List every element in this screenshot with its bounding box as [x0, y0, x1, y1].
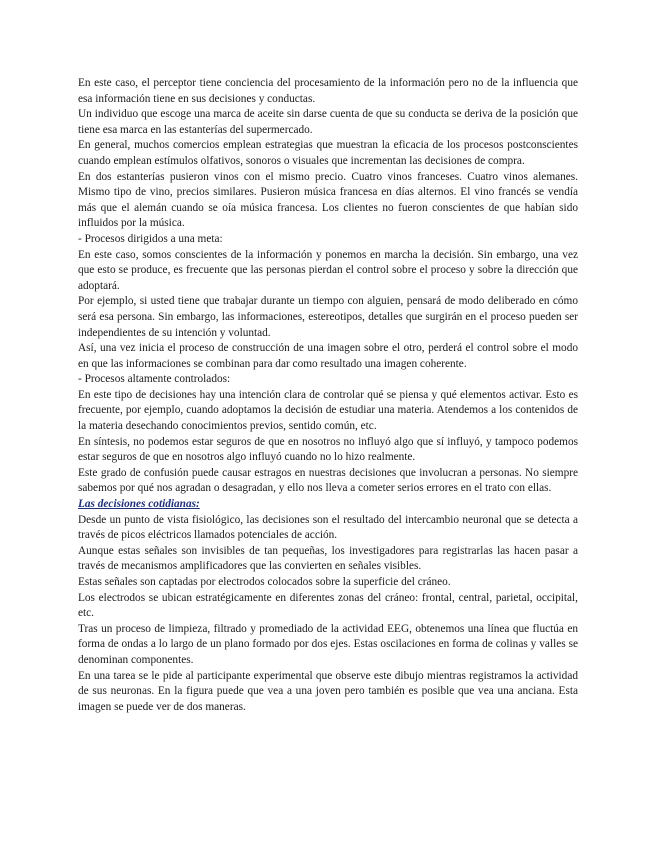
paragraph: Aunque estas señales son invisibles de tan pequeñas, los investigadores para registrarlas las hacen pasar a través de mecanismos amplificadores que las convierten en señales visibles. [78, 544, 578, 573]
paragraph: Estas señales son captadas por electrodos colocados sobre la superficie del cráneo. [78, 576, 451, 588]
paragraph: Un individuo que escoge una marca de aceite sin darse cuenta de que su conducta se deriva de la posición que tiene esa marca en las estanterías del supermercado. [78, 108, 578, 136]
paragraph: En este caso, somos conscientes de la información y ponemos en marcha la decisión. Sin embargo, una vez que esto se produce, es frecuente que las personas pierdan el control sobre el proceso y sobre la dirección que adoptará. [78, 248, 578, 292]
paragraph: En dos estanterías pusieron vinos con el mismo precio. Cuatro vinos franceses. Cuatro vinos alemanes. Mismo tipo de vino, precios similares. Pusieron música francesa en días alternos. El vino francés se vendía más que el alemán cuando se oía música francesa. Los clientes no fueron conscientes de que habían sido influidos por la música. [78, 170, 578, 230]
paragraph: Por ejemplo, si usted tiene que trabajar durante un tiempo con alguien, pensará de modo deliberado en cómo será esa persona. Sin embargo, las informaciones, estereotipos, detalles que surgirán en el proceso pueden ser independientes de su intención y voluntad. [78, 295, 578, 339]
paragraph: Desde un punto de vista fisiológico, las decisiones son el resultado del intercambio neuronal que se detecta a través de picos eléctricos llamados potenciales de acción. [78, 513, 578, 542]
paragraph: Tras un proceso de limpieza, filtrado y promediado de la actividad EEG, obtenemos una línea que fluctúa en forma de ondas a lo largo de un plano formado por dos ejes. Estas oscilaciones en forma de colinas y valles se denominan componentes. [78, 622, 578, 666]
list-heading-controlled-processes: - Procesos altamente controlados: [78, 373, 231, 386]
paragraph: En síntesis, no podemos estar seguros de que en nosotros no influyó algo que sí influyó, y tampoco podemos estar seguros de que en nosotros algo influyó cuando no lo hizo realmente. [78, 435, 578, 464]
list-heading-goal-processes: - Procesos dirigidos a una meta: [78, 232, 223, 245]
paragraph: En general, muchos comercios emplean estrategias que muestran la eficacia de los procesos postconscientes cuando emplean estímulos olfativos, sonoros o visuales que incrementan las decisiones de compra. [78, 139, 578, 167]
section-heading: Las decisiones cotidianas: [78, 498, 200, 511]
paragraph: En una tarea se le pide al participante experimental que observe este dibujo mientras registramos la actividad de sus neuronas. En la figura puede que vea a una joven pero también es posible que vea una anciana. Esta imagen se puede ver de dos maneras. [78, 669, 578, 713]
paragraph: Así, una vez inicia el proceso de construcción de una imagen sobre el otro, perderá el control sobre el modo en que las informaciones se combinan para dar como resultado una imagen coherente. [78, 342, 578, 370]
paragraph: En este tipo de decisiones hay una intención clara de controlar qué se piensa y qué elementos activar. Esto es frecuente, por ejemplo, cuando adoptamos la decisión de estudiar una materia. Atendemos a los contenidos de la materia desechando conocimientos previos, sentido común, etc. [78, 388, 578, 433]
paragraph: Este grado de confusión puede causar estragos en nuestras decisiones que involucran a personas. No siempre sabemos por qué nos agradan o desagradan, y ello nos lleva a cometer serios errores en el trato con ellas. [78, 466, 578, 495]
document-page [78, 76, 578, 715]
paragraph: En este caso, el perceptor tiene conciencia del procesamiento de la información pero no de la influencia que esa información tiene en sus decisiones y conductas. [78, 77, 578, 105]
paragraph: Los electrodos se ubican estratégicamente en diferentes zonas del cráneo: frontal, central, parietal, occipital, etc. [78, 591, 578, 620]
